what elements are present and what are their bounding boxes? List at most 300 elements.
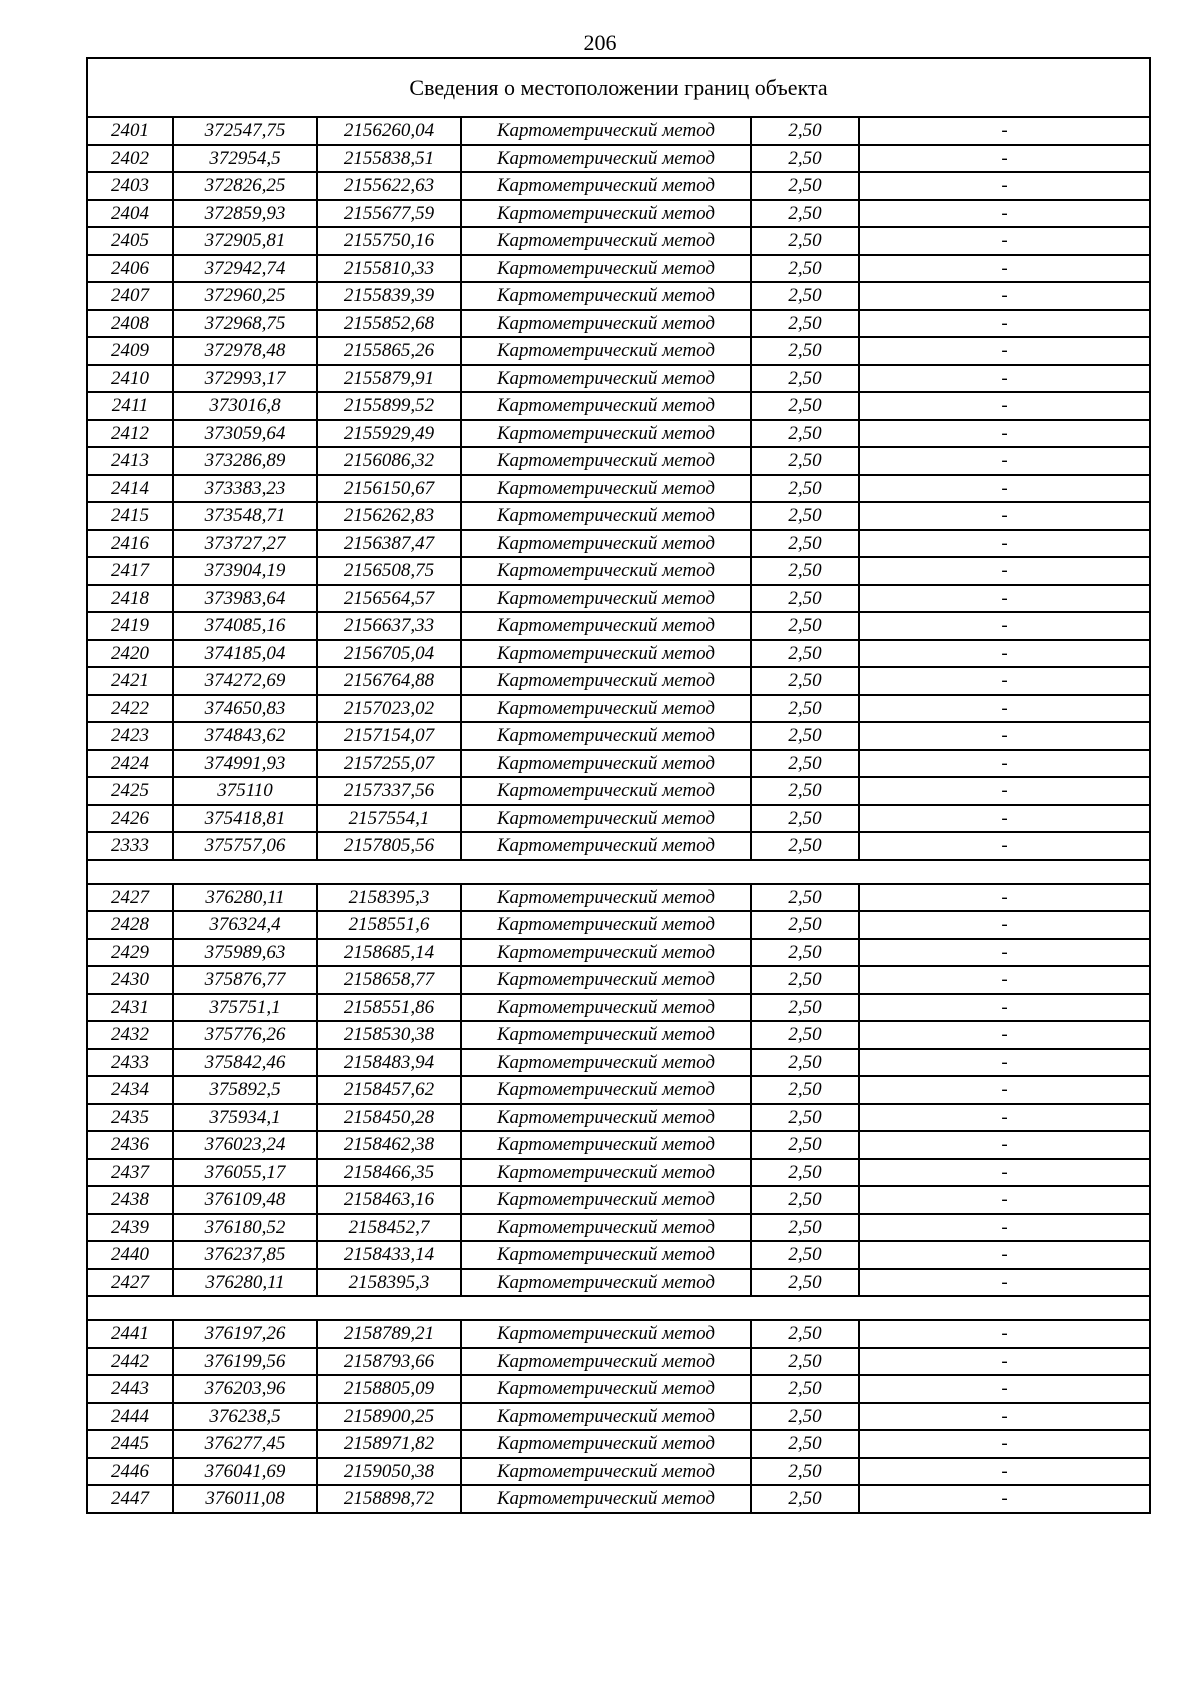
point-number-cell: 2445 [87,1430,173,1458]
description-cell: - [859,695,1150,723]
y-coordinate-cell: 2158433,14 [317,1241,461,1269]
x-coordinate-cell: 376238,5 [173,1403,317,1431]
table-row [87,585,1150,613]
table-row [87,530,1150,558]
y-coordinate-cell: 2156637,33 [317,612,461,640]
x-coordinate-cell: 376041,69 [173,1458,317,1486]
table-row [87,640,1150,668]
point-number-cell: 2442 [87,1348,173,1376]
accuracy-cell: 2,50 [751,1320,859,1348]
x-coordinate-cell: 376109,48 [173,1186,317,1214]
y-coordinate-cell: 2158900,25 [317,1403,461,1431]
y-coordinate-cell: 2158395,3 [317,884,461,912]
accuracy-cell: 2,50 [751,475,859,503]
accuracy-cell: 2,50 [751,750,859,778]
point-number-cell: 2430 [87,966,173,994]
point-number-cell: 2427 [87,1269,173,1297]
method-cell: Картометрический метод [461,1214,751,1242]
x-coordinate-cell: 375757,06 [173,832,317,860]
table-row [87,1104,1150,1132]
table-row [87,282,1150,310]
table-row [87,1021,1150,1049]
y-coordinate-cell: 2156564,57 [317,585,461,613]
description-cell: - [859,200,1150,228]
method-cell: Картометрический метод [461,966,751,994]
description-cell: - [859,939,1150,967]
point-number-cell: 2435 [87,1104,173,1132]
y-coordinate-cell: 2158793,66 [317,1348,461,1376]
point-number-cell: 2403 [87,172,173,200]
description-cell: - [859,1021,1150,1049]
description-cell: - [859,1186,1150,1214]
table-row [87,172,1150,200]
accuracy-cell: 2,50 [751,1375,859,1403]
method-cell: Картометрический метод [461,392,751,420]
method-cell: Картометрический метод [461,200,751,228]
x-coordinate-cell: 373548,71 [173,502,317,530]
method-cell: Картометрический метод [461,1049,751,1077]
table-row [87,1076,1150,1104]
description-cell: - [859,966,1150,994]
description-cell: - [859,884,1150,912]
x-coordinate-cell: 372960,25 [173,282,317,310]
table-row [87,667,1150,695]
method-cell: Картометрический метод [461,420,751,448]
y-coordinate-cell: 2158685,14 [317,939,461,967]
y-coordinate-cell: 2158463,16 [317,1186,461,1214]
method-cell: Картометрический метод [461,1076,751,1104]
method-cell: Картометрический метод [461,722,751,750]
description-cell: - [859,1375,1150,1403]
point-number-cell: 2414 [87,475,173,503]
accuracy-cell: 2,50 [751,365,859,393]
accuracy-cell: 2,50 [751,884,859,912]
point-number-cell: 2421 [87,667,173,695]
table-row [87,612,1150,640]
y-coordinate-cell: 2157023,02 [317,695,461,723]
x-coordinate-cell: 374843,62 [173,722,317,750]
y-coordinate-cell: 2156705,04 [317,640,461,668]
table-row [87,777,1150,805]
point-number-cell: 2422 [87,695,173,723]
point-number-cell: 2443 [87,1375,173,1403]
table-row [87,1214,1150,1242]
x-coordinate-cell: 374650,83 [173,695,317,723]
description-cell: - [859,911,1150,939]
y-coordinate-cell: 2155750,16 [317,227,461,255]
point-number-cell: 2428 [87,911,173,939]
description-cell: - [859,530,1150,558]
description-cell: - [859,1320,1150,1348]
table-row [87,750,1150,778]
table-row [87,1159,1150,1187]
method-cell: Картометрический метод [461,310,751,338]
x-coordinate-cell: 373016,8 [173,392,317,420]
x-coordinate-cell: 376023,24 [173,1131,317,1159]
accuracy-cell: 2,50 [751,832,859,860]
table-row [87,884,1150,912]
x-coordinate-cell: 376277,45 [173,1430,317,1458]
x-coordinate-cell: 373983,64 [173,585,317,613]
method-cell: Картометрический метод [461,612,751,640]
accuracy-cell: 2,50 [751,200,859,228]
description-cell: - [859,722,1150,750]
point-number-cell: 2408 [87,310,173,338]
description-cell: - [859,612,1150,640]
point-number-cell: 2418 [87,585,173,613]
x-coordinate-cell: 375892,5 [173,1076,317,1104]
point-number-cell: 2424 [87,750,173,778]
description-cell: - [859,392,1150,420]
point-number-cell: 2438 [87,1186,173,1214]
method-cell: Картометрический метод [461,1403,751,1431]
point-number-cell: 2446 [87,1458,173,1486]
y-coordinate-cell: 2155838,51 [317,145,461,173]
y-coordinate-cell: 2155622,63 [317,172,461,200]
description-cell: - [859,447,1150,475]
method-cell: Картометрический метод [461,750,751,778]
accuracy-cell: 2,50 [751,1131,859,1159]
x-coordinate-cell: 372942,74 [173,255,317,283]
x-coordinate-cell: 376280,11 [173,1269,317,1297]
table-row [87,1430,1150,1458]
description-cell: - [859,1348,1150,1376]
table-row [87,200,1150,228]
accuracy-cell: 2,50 [751,1159,859,1187]
point-number-cell: 2413 [87,447,173,475]
x-coordinate-cell: 375776,26 [173,1021,317,1049]
description-cell: - [859,337,1150,365]
point-number-cell: 2423 [87,722,173,750]
description-cell: - [859,172,1150,200]
accuracy-cell: 2,50 [751,282,859,310]
description-cell: - [859,502,1150,530]
y-coordinate-cell: 2157154,07 [317,722,461,750]
table-row [87,805,1150,833]
point-number-cell: 2404 [87,200,173,228]
description-cell: - [859,777,1150,805]
table-row [87,1348,1150,1376]
description-cell: - [859,1076,1150,1104]
y-coordinate-cell: 2159050,38 [317,1458,461,1486]
description-cell: - [859,255,1150,283]
description-cell: - [859,750,1150,778]
accuracy-cell: 2,50 [751,1403,859,1431]
table-row [87,447,1150,475]
table-row [87,939,1150,967]
accuracy-cell: 2,50 [751,337,859,365]
y-coordinate-cell: 2156764,88 [317,667,461,695]
x-coordinate-cell: 372547,75 [173,117,317,145]
y-coordinate-cell: 2158462,38 [317,1131,461,1159]
accuracy-cell: 2,50 [751,172,859,200]
table-row [87,145,1150,173]
point-number-cell: 2405 [87,227,173,255]
method-cell: Картометрический метод [461,994,751,1022]
table-row [87,832,1150,860]
point-number-cell: 2410 [87,365,173,393]
method-cell: Картометрический метод [461,145,751,173]
point-number-cell: 2415 [87,502,173,530]
point-number-cell: 2437 [87,1159,173,1187]
x-coordinate-cell: 375876,77 [173,966,317,994]
y-coordinate-cell: 2158551,86 [317,994,461,1022]
y-coordinate-cell: 2158483,94 [317,1049,461,1077]
point-number-cell: 2426 [87,805,173,833]
y-coordinate-cell: 2158805,09 [317,1375,461,1403]
x-coordinate-cell: 373904,19 [173,557,317,585]
description-cell: - [859,557,1150,585]
y-coordinate-cell: 2157337,56 [317,777,461,805]
description-cell: - [859,667,1150,695]
method-cell: Картометрический метод [461,1430,751,1458]
description-cell: - [859,227,1150,255]
description-cell: - [859,640,1150,668]
accuracy-cell: 2,50 [751,227,859,255]
table-row [87,1485,1150,1513]
description-cell: - [859,1241,1150,1269]
description-cell: - [859,1269,1150,1297]
method-cell: Картометрический метод [461,1458,751,1486]
method-cell: Картометрический метод [461,282,751,310]
table-row [87,117,1150,145]
point-number-cell: 2434 [87,1076,173,1104]
x-coordinate-cell: 374085,16 [173,612,317,640]
table-row [87,722,1150,750]
accuracy-cell: 2,50 [751,447,859,475]
accuracy-cell: 2,50 [751,612,859,640]
x-coordinate-cell: 374272,69 [173,667,317,695]
table-row [87,911,1150,939]
x-coordinate-cell: 373383,23 [173,475,317,503]
description-cell: - [859,805,1150,833]
y-coordinate-cell: 2158789,21 [317,1320,461,1348]
accuracy-cell: 2,50 [751,667,859,695]
accuracy-cell: 2,50 [751,1269,859,1297]
method-cell: Картометрический метод [461,1159,751,1187]
method-cell: Картометрический метод [461,1320,751,1348]
description-cell: - [859,310,1150,338]
method-cell: Картометрический метод [461,911,751,939]
y-coordinate-cell: 2158971,82 [317,1430,461,1458]
table-row [87,255,1150,283]
description-cell: - [859,1049,1150,1077]
x-coordinate-cell: 376199,56 [173,1348,317,1376]
method-cell: Картометрический метод [461,502,751,530]
accuracy-cell: 2,50 [751,420,859,448]
method-cell: Картометрический метод [461,117,751,145]
accuracy-cell: 2,50 [751,966,859,994]
table-row [87,502,1150,530]
table-row [87,475,1150,503]
point-number-cell: 2402 [87,145,173,173]
accuracy-cell: 2,50 [751,1104,859,1132]
x-coordinate-cell: 375110 [173,777,317,805]
point-number-cell: 2436 [87,1131,173,1159]
y-coordinate-cell: 2158457,62 [317,1076,461,1104]
description-cell: - [859,994,1150,1022]
accuracy-cell: 2,50 [751,805,859,833]
x-coordinate-cell: 372968,75 [173,310,317,338]
x-coordinate-cell: 376203,96 [173,1375,317,1403]
description-cell: - [859,117,1150,145]
y-coordinate-cell: 2158395,3 [317,1269,461,1297]
accuracy-cell: 2,50 [751,530,859,558]
x-coordinate-cell: 372905,81 [173,227,317,255]
y-coordinate-cell: 2156262,83 [317,502,461,530]
table-row [87,966,1150,994]
point-number-cell: 2429 [87,939,173,967]
method-cell: Картометрический метод [461,777,751,805]
method-cell: Картометрический метод [461,337,751,365]
method-cell: Картометрический метод [461,172,751,200]
group-separator-cell [87,1296,1150,1320]
table-row [87,994,1150,1022]
page-number: 206 [583,30,617,55]
boundary-table [86,57,1151,1514]
point-number-cell: 2333 [87,832,173,860]
method-cell: Картометрический метод [461,1241,751,1269]
method-cell: Картометрический метод [461,805,751,833]
method-cell: Картометрический метод [461,365,751,393]
x-coordinate-cell: 374991,93 [173,750,317,778]
description-cell: - [859,585,1150,613]
x-coordinate-cell: 374185,04 [173,640,317,668]
method-cell: Картометрический метод [461,1375,751,1403]
table-row [87,1375,1150,1403]
accuracy-cell: 2,50 [751,939,859,967]
x-coordinate-cell: 373286,89 [173,447,317,475]
y-coordinate-cell: 2156387,47 [317,530,461,558]
method-cell: Картометрический метод [461,640,751,668]
method-cell: Картометрический метод [461,1269,751,1297]
y-coordinate-cell: 2155879,91 [317,365,461,393]
y-coordinate-cell: 2155852,68 [317,310,461,338]
accuracy-cell: 2,50 [751,585,859,613]
x-coordinate-cell: 376180,52 [173,1214,317,1242]
y-coordinate-cell: 2155839,39 [317,282,461,310]
accuracy-cell: 2,50 [751,994,859,1022]
method-cell: Картометрический метод [461,667,751,695]
table-row [87,310,1150,338]
description-cell: - [859,1159,1150,1187]
point-number-cell: 2411 [87,392,173,420]
method-cell: Картометрический метод [461,1131,751,1159]
table-row [87,1131,1150,1159]
description-cell: - [859,475,1150,503]
table-row [87,392,1150,420]
y-coordinate-cell: 2155810,33 [317,255,461,283]
point-number-cell: 2409 [87,337,173,365]
table-row [87,227,1150,255]
description-cell: - [859,1485,1150,1513]
method-cell: Картометрический метод [461,255,751,283]
y-coordinate-cell: 2158658,77 [317,966,461,994]
method-cell: Картометрический метод [461,475,751,503]
y-coordinate-cell: 2156260,04 [317,117,461,145]
accuracy-cell: 2,50 [751,117,859,145]
description-cell: - [859,145,1150,173]
method-cell: Картометрический метод [461,557,751,585]
table-title-row [87,58,1150,117]
table-row [87,695,1150,723]
description-cell: - [859,282,1150,310]
method-cell: Картометрический метод [461,227,751,255]
point-number-cell: 2407 [87,282,173,310]
method-cell: Картометрический метод [461,939,751,967]
accuracy-cell: 2,50 [751,695,859,723]
y-coordinate-cell: 2157255,07 [317,750,461,778]
y-coordinate-cell: 2155865,26 [317,337,461,365]
table-row [87,365,1150,393]
y-coordinate-cell: 2158551,6 [317,911,461,939]
table-row [87,1241,1150,1269]
y-coordinate-cell: 2155929,49 [317,420,461,448]
table-row [87,557,1150,585]
description-cell: - [859,420,1150,448]
table-title: Сведения о местоположении границ объекта [87,58,1150,117]
y-coordinate-cell: 2155677,59 [317,200,461,228]
y-coordinate-cell: 2158898,72 [317,1485,461,1513]
x-coordinate-cell: 373059,64 [173,420,317,448]
accuracy-cell: 2,50 [751,911,859,939]
y-coordinate-cell: 2156508,75 [317,557,461,585]
accuracy-cell: 2,50 [751,1348,859,1376]
x-coordinate-cell: 376237,85 [173,1241,317,1269]
method-cell: Картометрический метод [461,1104,751,1132]
x-coordinate-cell: 375751,1 [173,994,317,1022]
point-number-cell: 2406 [87,255,173,283]
point-number-cell: 2412 [87,420,173,448]
y-coordinate-cell: 2158452,7 [317,1214,461,1242]
table-body [87,58,1150,1513]
point-number-cell: 2431 [87,994,173,1022]
point-number-cell: 2401 [87,117,173,145]
method-cell: Картометрический метод [461,1021,751,1049]
accuracy-cell: 2,50 [751,1485,859,1513]
description-cell: - [859,365,1150,393]
point-number-cell: 2444 [87,1403,173,1431]
table-row [87,1186,1150,1214]
method-cell: Картометрический метод [461,1485,751,1513]
group-separator-row [87,860,1150,884]
x-coordinate-cell: 375842,46 [173,1049,317,1077]
x-coordinate-cell: 373727,27 [173,530,317,558]
x-coordinate-cell: 375418,81 [173,805,317,833]
description-cell: - [859,1104,1150,1132]
table-row [87,1403,1150,1431]
point-number-cell: 2433 [87,1049,173,1077]
point-number-cell: 2447 [87,1485,173,1513]
group-separator-row [87,1296,1150,1320]
method-cell: Картометрический метод [461,585,751,613]
x-coordinate-cell: 375989,63 [173,939,317,967]
accuracy-cell: 2,50 [751,1021,859,1049]
x-coordinate-cell: 372954,5 [173,145,317,173]
accuracy-cell: 2,50 [751,777,859,805]
method-cell: Картометрический метод [461,884,751,912]
x-coordinate-cell: 372993,17 [173,365,317,393]
table-row [87,1320,1150,1348]
y-coordinate-cell: 2157805,56 [317,832,461,860]
accuracy-cell: 2,50 [751,1458,859,1486]
accuracy-cell: 2,50 [751,640,859,668]
point-number-cell: 2441 [87,1320,173,1348]
point-number-cell: 2417 [87,557,173,585]
y-coordinate-cell: 2156086,32 [317,447,461,475]
method-cell: Картометрический метод [461,695,751,723]
accuracy-cell: 2,50 [751,722,859,750]
